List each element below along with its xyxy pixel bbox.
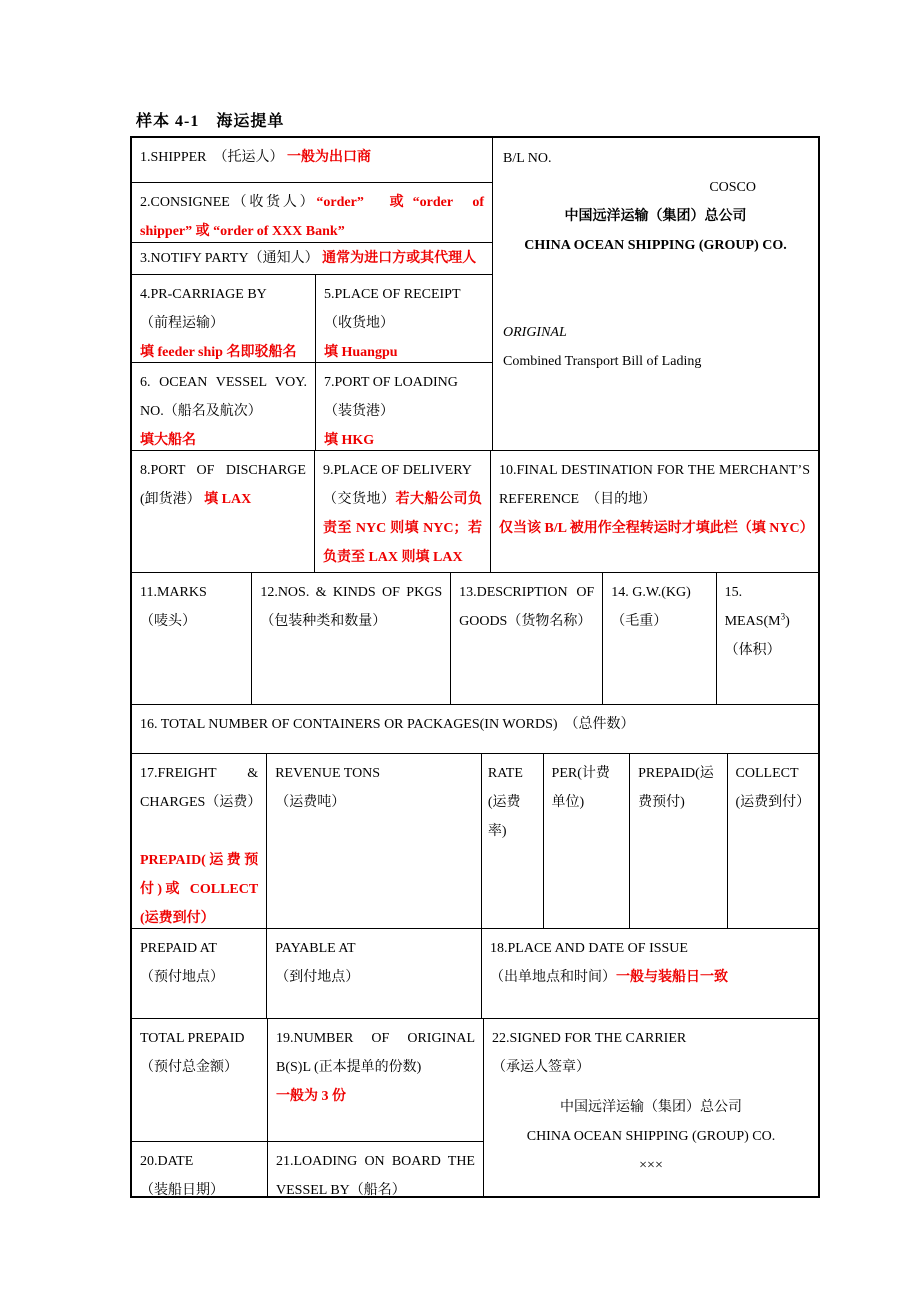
field-total-prepaid <box>132 1019 267 1141</box>
field-loading-on-board <box>267 1142 483 1196</box>
field-place-of-receipt-note: 填 Huangpu <box>324 345 398 360</box>
field-port-of-loading <box>315 363 492 450</box>
field-place-of-receipt <box>315 275 492 362</box>
band-top-left <box>132 138 492 450</box>
field-number-original-bl-note: 一般为 3 份 <box>276 1089 346 1104</box>
field-place-date-issue-note: 一般与装船日一致 <box>616 970 728 985</box>
signature-company-cn: 中国远洋运输（集团）总公司 <box>560 1100 742 1115</box>
field-place-of-delivery-sub: （交货地） <box>322 492 396 507</box>
field-prepaid-at-sub: （预付地点） <box>140 970 224 985</box>
field-port-of-loading-note: 填 HKG <box>324 433 375 448</box>
field-number-original-bl-label: 19.NUMBER OF ORIGINAL B(S)L (正本提单的份数) <box>276 1031 475 1075</box>
field-marks-label: 11.MARKS <box>140 585 207 600</box>
field-total-containers-label: 16. TOTAL NUMBER OF CONTAINERS OR PACKAGES(IN WORDS) （总件数） <box>140 717 635 732</box>
field-port-of-loading-sub: （装货港） <box>324 404 394 419</box>
field-signed-for-carrier <box>483 1019 818 1196</box>
field-signed-for-carrier-sub: （承运人签章） <box>492 1060 590 1075</box>
field-freight-charges-line1: 17.FREIGHT & <box>140 766 259 781</box>
field-final-destination-label: 10.FINAL DESTINATION FOR THE MERCHANT’S REFERENCE （目的地） <box>498 463 810 507</box>
field-freight-charges <box>132 754 266 928</box>
field-place-date-issue-label: 18.PLACE AND DATE OF ISSUE <box>490 941 688 956</box>
field-per <box>543 754 630 928</box>
field-revenue-tons-label: REVENUE TONS <box>275 766 381 781</box>
field-shipper-label: 1.SHIPPER （托运人） <box>140 150 284 165</box>
field-prepaid-column-label: PREPAID(运费预付) <box>638 766 714 810</box>
field-pre-carriage-sub: （前程运输） <box>140 316 224 331</box>
field-ocean-vessel-note: 填大船名 <box>140 433 196 448</box>
field-pre-carriage-note: 填 feeder ship 名即驳船名 <box>140 345 297 360</box>
field-place-of-receipt-label: 5.PLACE OF RECEIPT <box>324 287 461 302</box>
bill-of-lading-table <box>130 136 820 1198</box>
field-description-of-goods <box>450 573 602 704</box>
carrier-name-cn: 中国远洋运输（集团）总公司 <box>564 209 747 224</box>
field-freight-charges-note: PREPAID(运费预付)或 COLLECT (运费到付） <box>140 853 259 926</box>
field-measurement-label: 15. $MEAS(M^3)$ <box>724 585 790 629</box>
field-gross-weight-label: 14. G.W.(KG) <box>611 585 691 600</box>
field-date-label: 20.DATE <box>140 1154 194 1169</box>
field-nos-kinds-pkgs-label: 12.NOS. & KINDS OF PKGS（包装种类和数量） <box>260 585 443 629</box>
field-per-label: PER(计费单位) <box>551 766 610 810</box>
field-measurement-sub: （体积） <box>724 643 781 658</box>
field-measurement <box>716 573 818 704</box>
field-port-of-discharge-note: 填 LAX <box>204 492 252 507</box>
signature-mark: ××× <box>639 1158 663 1173</box>
bl-number-label: B/L NO. <box>503 151 552 166</box>
field-prepaid-at-label: PREPAID AT <box>140 941 217 956</box>
row-date-onboard <box>132 1141 483 1196</box>
field-payable-at <box>266 929 481 1018</box>
field-description-of-goods-label: 13.DESCRIPTION OF GOODS（货物名称） <box>459 585 595 629</box>
field-place-date-issue <box>481 929 818 1018</box>
signature-company-en: CHINA OCEAN SHIPPING (GROUP) CO. <box>526 1129 776 1144</box>
band-payment-issue <box>132 928 818 1018</box>
field-revenue-tons <box>266 754 481 928</box>
field-place-date-issue-sub: （出单地点和时间） <box>490 970 616 985</box>
band-bottom <box>132 1018 818 1196</box>
field-marks-sub: （唛头） <box>140 614 196 629</box>
field-port-of-loading-label: 7.PORT OF LOADING <box>324 375 458 390</box>
field-total-prepaid-sub: （预付总金额） <box>140 1060 238 1075</box>
field-place-of-receipt-sub: （收货地） <box>324 316 394 331</box>
carrier-name-en: CHINA OCEAN SHIPPING (GROUP) CO. <box>524 238 787 253</box>
bl-number-panel <box>492 138 818 450</box>
band-top <box>132 138 818 450</box>
measurement-superscript: 3 <box>780 611 786 622</box>
field-place-of-delivery <box>314 451 490 572</box>
row-total-prepaid-originals <box>132 1019 483 1141</box>
field-number-original-bl <box>267 1019 483 1141</box>
field-consignee <box>132 182 492 242</box>
field-notify-label: 3.NOTIFY PARTY（通知人） <box>140 251 319 266</box>
field-date-sub: （装船日期） <box>140 1183 224 1196</box>
field-loading-on-board-label: 21.LOADING ON BOARD THE VESSEL BY（船名） <box>276 1154 475 1196</box>
spacer <box>140 817 258 846</box>
field-payable-at-label: PAYABLE AT <box>275 941 356 956</box>
field-place-of-delivery-note: 若大船公司负责至 NYC 则填 NYC；若负责至 LAX 则填 LAX <box>322 492 482 565</box>
field-ocean-vessel <box>132 363 315 450</box>
field-place-of-delivery-label: 9.PLACE OF DELIVERY <box>322 463 472 478</box>
field-revenue-tons-sub: （运费吨） <box>275 795 346 810</box>
band-discharge-delivery-destination <box>132 450 818 572</box>
field-consignee-note: “order” 或 “order of shipper” 或 “order of XXX Bank” <box>140 195 484 239</box>
band-total-packages <box>132 704 818 753</box>
field-pre-carriage <box>132 275 315 362</box>
field-shipper-note: 一般为出口商 <box>287 150 372 165</box>
field-gross-weight <box>602 573 715 704</box>
row-precarriage-receipt <box>132 274 492 362</box>
band-marks-goods <box>132 572 818 704</box>
page-title: 样本 4-1 海运提单 <box>136 113 285 130</box>
field-rate <box>481 754 543 928</box>
field-collect-column <box>727 754 818 928</box>
field-final-destination <box>490 451 818 572</box>
document-type-label: Combined Transport Bill of Lading <box>503 354 702 369</box>
field-pre-carriage-label: 4.PR-CARRIAGE BY <box>140 287 267 302</box>
field-total-prepaid-label: TOTAL PREPAID <box>140 1031 245 1046</box>
band-freight-charges <box>132 753 818 928</box>
field-consignee-label: 2.CONSIGNEE（收货人） <box>140 195 317 210</box>
original-mark: ORIGINAL <box>503 325 567 340</box>
field-freight-charges-line2: CHARGES（运费） <box>140 795 262 810</box>
field-collect-column-label: COLLECT (运费到付） <box>735 766 811 810</box>
field-notify-note: 通常为进口方或其代理人 <box>322 251 477 266</box>
field-final-destination-note: 仅当该 B/L 被用作全程转运时才填此栏（填 NYC） <box>498 521 814 536</box>
field-total-containers <box>132 705 818 753</box>
field-port-of-discharge-label: 8.PORT OF DISCHARGE (卸货港） <box>140 463 306 507</box>
field-marks <box>132 573 251 704</box>
band-bottom-left <box>132 1019 483 1196</box>
field-nos-kinds-pkgs <box>251 573 450 704</box>
field-prepaid-column <box>629 754 726 928</box>
carrier-brand: COSCO <box>709 180 756 195</box>
field-signed-for-carrier-label: 22.SIGNED FOR THE CARRIER <box>492 1031 687 1046</box>
field-ocean-vessel-label: 6. OCEAN VESSEL VOY. NO.（船名及航次） <box>140 375 307 419</box>
field-notify-party <box>132 242 492 274</box>
carrier-signature-block <box>492 1093 810 1180</box>
field-shipper <box>132 138 492 182</box>
field-rate-label: RATE(运费率) <box>487 766 523 839</box>
field-date <box>132 1142 267 1196</box>
field-port-of-discharge <box>132 451 314 572</box>
field-gross-weight-sub: （毛重） <box>611 614 668 629</box>
row-vessel-loading <box>132 362 492 450</box>
field-payable-at-sub: （到付地点） <box>275 970 360 985</box>
field-prepaid-at <box>132 929 266 1018</box>
